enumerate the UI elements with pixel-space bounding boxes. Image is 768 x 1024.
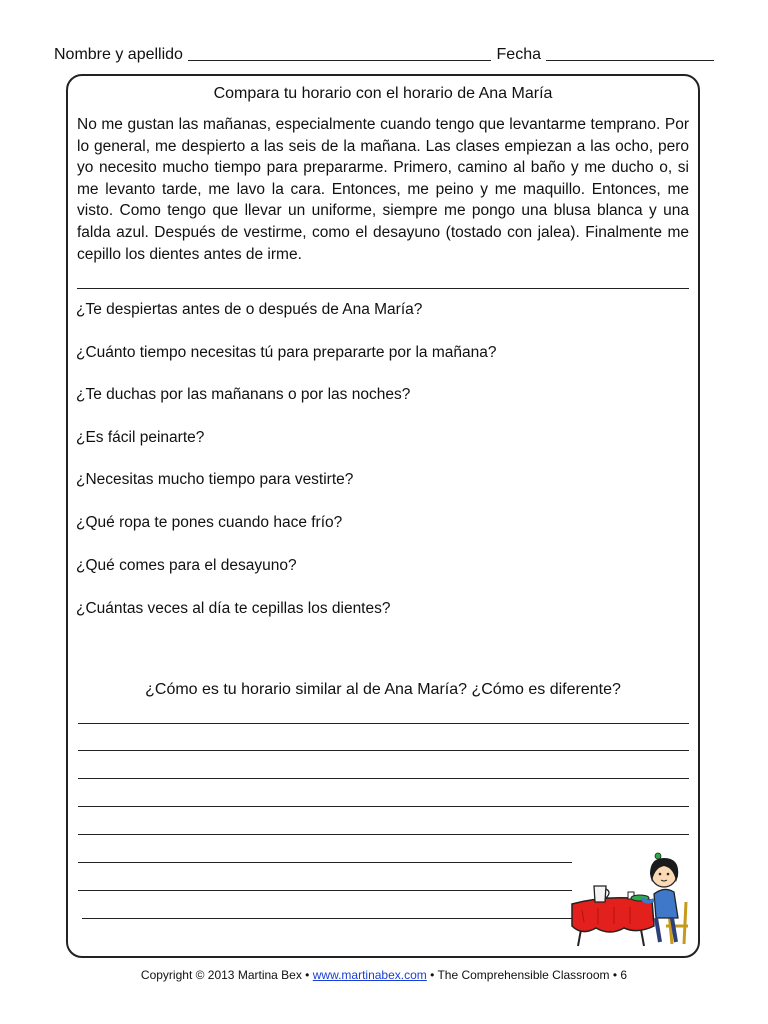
writing-line[interactable] bbox=[78, 890, 572, 891]
writing-line[interactable] bbox=[78, 806, 689, 807]
copyright-text: Copyright © 2013 Martina Bex • bbox=[140, 968, 310, 982]
writing-line[interactable] bbox=[82, 918, 572, 919]
red-tablecloth bbox=[572, 898, 654, 932]
website-link[interactable]: www.martinabex.com bbox=[312, 968, 427, 982]
writing-line[interactable] bbox=[78, 723, 689, 724]
name-date-header bbox=[54, 42, 714, 64]
footer-rest: • The Comprehensible Classroom • 6 bbox=[430, 968, 628, 982]
question-6: ¿Qué ropa te pones cuando hace frío? bbox=[76, 514, 343, 531]
girl-legs bbox=[656, 918, 676, 942]
girl-eye bbox=[659, 873, 662, 876]
writing-line[interactable] bbox=[78, 750, 689, 751]
writing-line[interactable] bbox=[78, 862, 572, 863]
question-5: ¿Necesitas mucho tiempo para vestirte? bbox=[76, 471, 354, 488]
question-2: ¿Cuánto tiempo necesitas tú para prepararte por la mañana? bbox=[76, 344, 497, 361]
worksheet-title: Compara tu horario con el horario de Ana María bbox=[213, 85, 553, 102]
pitcher-icon bbox=[594, 886, 606, 902]
girl-breakfast-illustration bbox=[568, 852, 698, 948]
name-label: Nombre y apellido bbox=[54, 46, 183, 63]
question-8: ¿Cuántas veces al día te cepillas los dientes? bbox=[76, 600, 391, 617]
writing-line[interactable] bbox=[78, 778, 689, 779]
question-4: ¿Es fácil peinarte? bbox=[76, 429, 205, 446]
date-label: Fecha bbox=[496, 46, 541, 63]
writing-line[interactable] bbox=[78, 834, 689, 835]
name-field-line[interactable] bbox=[188, 60, 491, 61]
date-field-line[interactable] bbox=[546, 60, 714, 61]
reading-passage: No me gustan las mañanas, especialmente cuando tengo que levantarme temprano. Por lo general, me despierto a las seis de la mañana. Las clases empiezan a las ocho, pero yo necesito mucho tiempo para prepararme. Primero, camino al baño y me ducho o, si me levanto tarde, me lavo la cara. Entonces, me peino y me maquillo. Entonces, me visto. Como tengo que llevar un uniforme, siempre me pongo una blusa blanca y una falda azul. Después de vestirme, como el desayuno (tostado con jalea). Finalmente me cepillo los dientes antes de irme. bbox=[77, 116, 689, 263]
girl-sweater bbox=[654, 889, 678, 918]
girl-eye bbox=[667, 873, 670, 876]
question-1: ¿Te despiertas antes de o después de Ana María? bbox=[76, 301, 423, 318]
passage-divider bbox=[77, 288, 689, 289]
compare-prompt: ¿Cómo es tu horario similar al de Ana María? ¿Cómo es diferente? bbox=[145, 681, 621, 698]
hair-bow-icon bbox=[655, 853, 661, 859]
question-7: ¿Qué comes para el desayuno? bbox=[76, 557, 297, 574]
question-3: ¿Te duchas por las mañanans o por las noches? bbox=[76, 386, 411, 403]
copyright-footer bbox=[0, 968, 768, 982]
pitcher-handle bbox=[606, 889, 609, 898]
